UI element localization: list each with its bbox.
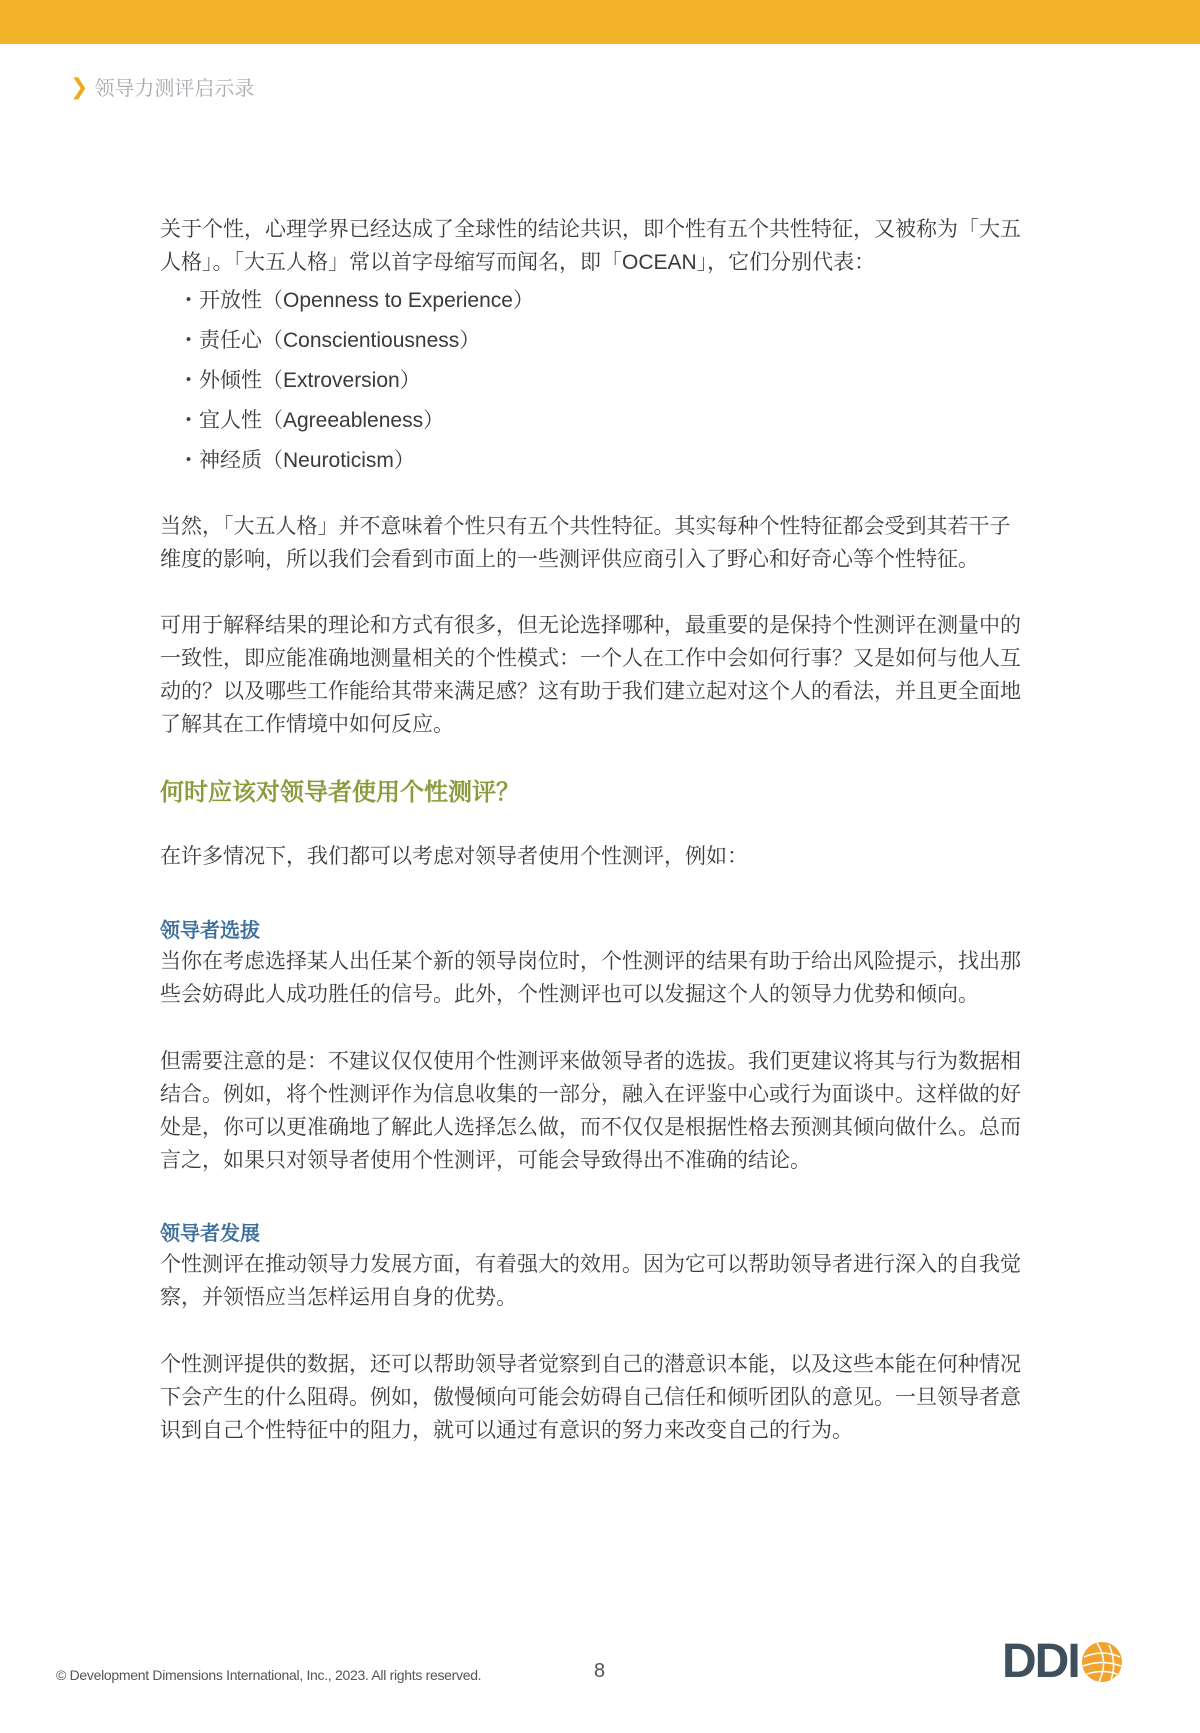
text-line: 关于个性，心理学界已经达成了全球性的结论共识，即个性有五个共性特征，又被称为「大五: [160, 218, 1021, 241]
subheading-development: 领导者发展: [160, 1223, 260, 1245]
text-line: 了解其在工作情境中如何反应。: [160, 713, 454, 736]
text-line: 维度的影响，所以我们会看到市面上的一些测评供应商引入了野心和好奇心等个性特征。: [160, 548, 979, 571]
text-line: ・开放性（Openness to Experience）: [178, 289, 534, 312]
top-accent-bar: [0, 0, 1200, 44]
paragraph-selection: [160, 945, 1060, 1011]
text-line: ・宜人性（Agreeableness）: [178, 409, 445, 432]
text-line: 在许多情况下，我们都可以考虑对领导者使用个性测评，例如：: [160, 845, 748, 868]
text-line: ・责任心（Conscientiousness）: [178, 329, 481, 352]
paragraph-subdimensions: [160, 510, 1060, 576]
page-number: 8: [594, 1660, 606, 1682]
text-line: 可用于解释结果的理论和方式有很多，但无论选择哪种，最重要的是保持个性测评在测量中的: [160, 614, 1021, 637]
subheading-selection: 领导者选拔: [160, 920, 260, 942]
paragraph-situations: [160, 840, 1060, 873]
paragraph-development: [160, 1248, 1060, 1314]
globe-icon: [1079, 1639, 1125, 1685]
section-heading: 何时应该对领导者使用个性测评？: [160, 779, 520, 806]
copyright: © Development Dimensions International, Inc., 2023. All rights reserved.: [56, 1667, 482, 1683]
text-line: 下会产生的什么阻碍。例如，傲慢倾向可能会妨碍自己信任和倾听团队的意见。一旦领导者意: [160, 1386, 1021, 1409]
text-line: 一致性，即应能准确地测量相关的个性模式：一个人在工作中会如何行事？又是如何与他人互: [160, 647, 1021, 670]
text-line: 动的？以及哪些工作能给其带来满足感？这有助于我们建立起对这个人的看法，并且更全面地: [160, 680, 1021, 703]
text-line: 个性测评提供的数据，还可以帮助领导者觉察到自己的潜意识本能，以及这些本能在何种情况: [160, 1353, 1021, 1376]
text-line: 当然，「大五人格」并不意味着个性只有五个共性特征。其实每种个性特征都会受到其若干子: [160, 515, 1011, 538]
paragraph-intro: [160, 213, 1060, 279]
text-line: 人格」。「大五人格」常以首字母缩写而闻名，即「OCEAN」，它们分别代表：: [160, 251, 876, 274]
text-line: 结合。例如，将个性测评作为信息收集的一部分，融入在评鉴中心或行为面谈中。这样做的好: [160, 1083, 1021, 1106]
text-line: ・神经质（Neuroticism）: [178, 449, 415, 472]
ddi-logo: [1002, 1634, 1125, 1689]
chevron-right-icon: ❯: [70, 73, 89, 99]
text-line: 察，并领悟应当怎样运用自身的优势。: [160, 1286, 517, 1309]
paragraph-selection-caution: [160, 1045, 1060, 1177]
breadcrumb: [70, 72, 254, 101]
paragraph-development-data: [160, 1348, 1060, 1447]
text-line: ・外倾性（Extroversion）: [178, 369, 421, 392]
text-line: 处是，你可以更准确地了解此人选择怎么做，而不仅仅是根据性格去预测其倾向做什么。总而: [160, 1116, 1021, 1139]
text-line: 当你在考虑选择某人出任某个新的领导岗位时，个性测评的结果有助于给出风险提示，找出那: [160, 950, 1021, 973]
text-line: 识到自己个性特征中的阻力，就可以通过有意识的努力来改变自己的行为。: [160, 1419, 853, 1442]
paragraph-consistency: [160, 609, 1060, 741]
text-line: 些会妨碍此人成功胜任的信号。此外，个性测评也可以发掘这个人的领导力优势和倾向。: [160, 983, 979, 1006]
text-line: 个性测评在推动领导力发展方面，有着强大的效用。因为它可以帮助领导者进行深入的自我觉: [160, 1253, 1021, 1276]
text-line: 但需要注意的是：不建议仅仅使用个性测评来做领导者的选拔。我们更建议将其与行为数据相: [160, 1050, 1021, 1073]
breadcrumb-title: 领导力测评启示录: [94, 78, 255, 100]
logo-text: DDI: [1002, 1635, 1079, 1688]
text-line: 言之，如果只对领导者使用个性测评，可能会导致得出不准确的结论。: [160, 1149, 811, 1172]
ocean-list: [160, 281, 1060, 481]
